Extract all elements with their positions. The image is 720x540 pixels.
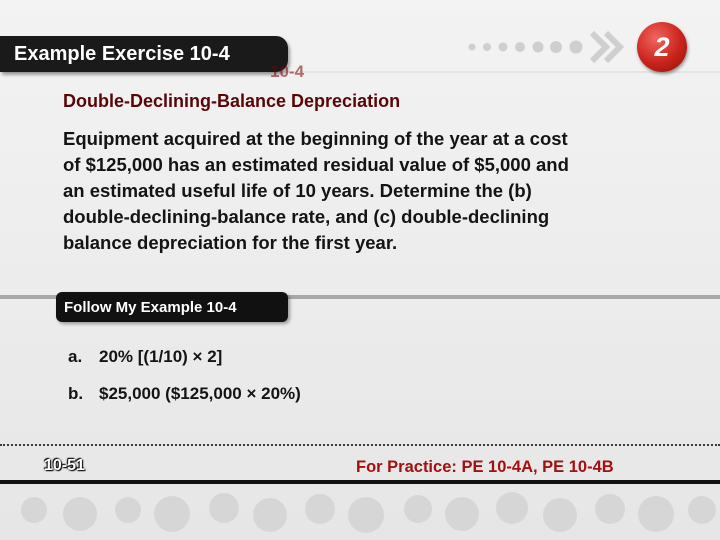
subtitle: Double-Declining-Balance Depreciation bbox=[63, 91, 401, 111]
problem-statement bbox=[63, 126, 683, 256]
follow-label: Follow My Example 10-4 bbox=[64, 298, 237, 316]
problem-line: of $125,000 has an estimated residual value of $5,000 and bbox=[63, 154, 569, 175]
example-exercise-title bbox=[0, 36, 288, 72]
answer-text: $25,000 ($125,000 × 20%) bbox=[99, 384, 301, 403]
slide-number: 10-51 bbox=[44, 457, 85, 474]
answer-label: a. bbox=[68, 347, 83, 366]
step-badge bbox=[637, 22, 687, 72]
title-text: Example Exercise 10-4 bbox=[14, 42, 230, 65]
problem-line: double-declining-balance rate, and (c) double-declining bbox=[63, 206, 550, 227]
decorative-dots-bottom bbox=[0, 484, 720, 540]
follow-my-example-tab bbox=[56, 292, 288, 322]
problem-line: Equipment acquired at the beginning of the year at a cost bbox=[63, 128, 568, 149]
answer-text: 20% [(1/10) × 2] bbox=[99, 347, 223, 366]
answer-b bbox=[68, 384, 301, 404]
problem-line: balance depreciation for the first year. bbox=[63, 232, 398, 253]
ghost-heading: 10-4 bbox=[270, 62, 305, 81]
problem-line: an estimated useful life of 10 years. Determine the (b) bbox=[63, 180, 532, 201]
answer-label: b. bbox=[68, 384, 84, 403]
badge-number: 2 bbox=[654, 31, 670, 62]
dotted-divider bbox=[0, 444, 720, 446]
practice-reference: For Practice: PE 10-4A, PE 10-4B bbox=[356, 458, 614, 476]
answer-a bbox=[68, 347, 222, 367]
